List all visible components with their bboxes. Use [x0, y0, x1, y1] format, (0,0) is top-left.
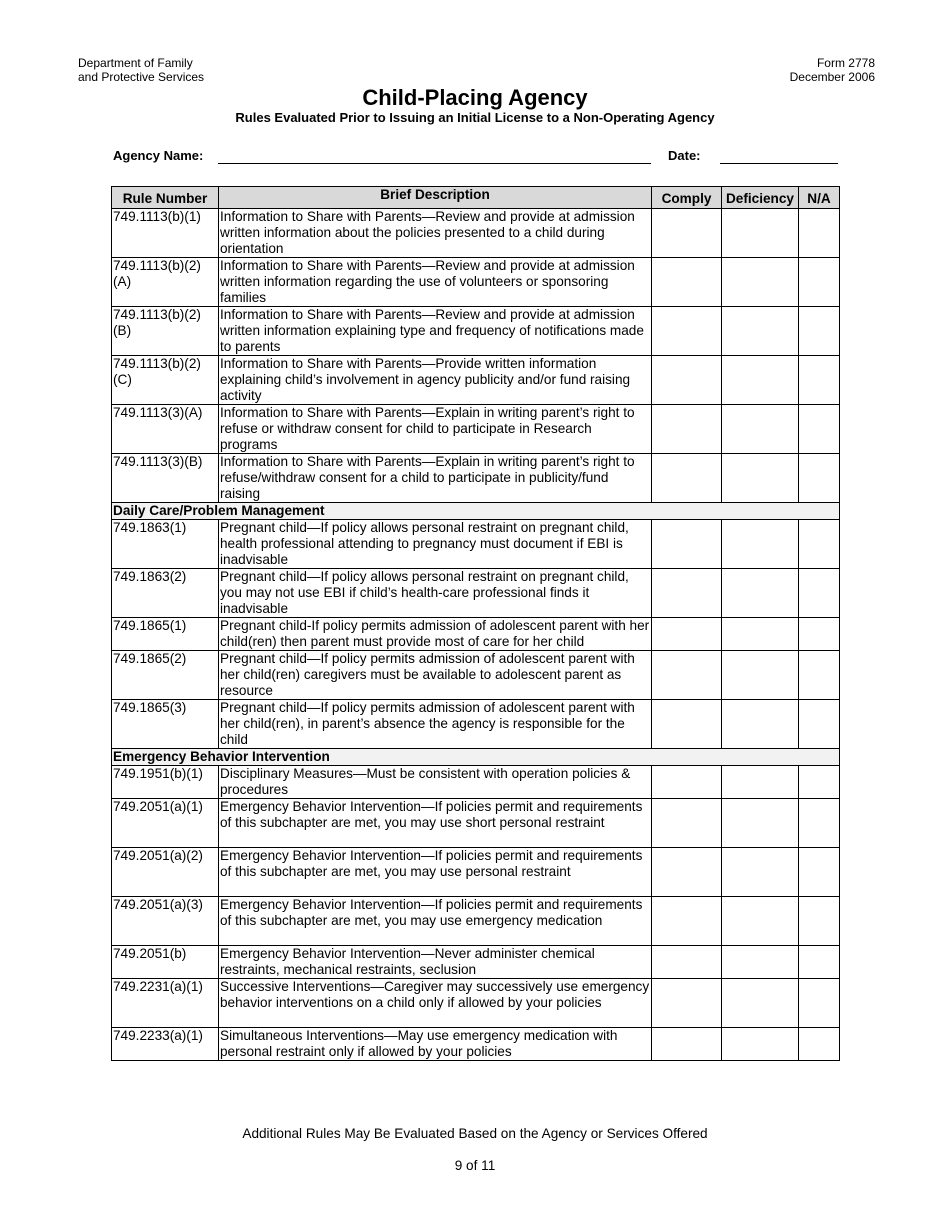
table-row: [112, 569, 840, 618]
deficiency-cell[interactable]: [722, 979, 799, 1028]
rule-number-cell: 749.1113(3)(B): [112, 454, 219, 503]
table-row: [112, 946, 840, 979]
description-cell: Information to Share with Parents—Review and provide at admission written information explaining type and frequency of notifications made to parents: [219, 307, 652, 356]
table-row: [112, 700, 840, 749]
table-row: [112, 897, 840, 946]
deficiency-cell[interactable]: [722, 1028, 799, 1061]
rule-number-cell: 749.2051(a)(1): [112, 799, 219, 848]
comply-cell[interactable]: [652, 405, 722, 454]
rule-number-cell: 749.1865(1): [112, 618, 219, 651]
table-row: [112, 766, 840, 799]
page-subtitle: Rules Evaluated Prior to Issuing an Initial License to a Non-Operating Agency: [235, 110, 715, 125]
deficiency-cell[interactable]: [722, 454, 799, 503]
comply-cell[interactable]: [652, 1028, 722, 1061]
deficiency-cell[interactable]: [722, 651, 799, 700]
comply-cell[interactable]: [652, 766, 722, 799]
description-cell: Emergency Behavior Intervention—Never administer chemical restraints, mechanical restraints, seclusion: [219, 946, 652, 979]
table-row: [112, 520, 840, 569]
description-cell: Information to Share with Parents—Explain in writing parent’s right to refuse or withdraw consent for child to participate in Research programs: [219, 405, 652, 454]
na-cell[interactable]: [799, 569, 840, 618]
table-row: [112, 651, 840, 700]
na-cell[interactable]: [799, 405, 840, 454]
comply-cell[interactable]: [652, 307, 722, 356]
description-cell: Simultaneous Interventions—May use emergency medication with personal restraint only if allowed by your policies: [219, 1028, 652, 1061]
deficiency-cell[interactable]: [722, 520, 799, 569]
rule-number-cell: 749.1863(2): [112, 569, 219, 618]
agency-name-label: Agency Name:: [113, 148, 204, 163]
comply-cell[interactable]: [652, 799, 722, 848]
section-heading: Daily Care/Problem Management: [112, 503, 840, 520]
description-cell: Pregnant child—If policy allows personal restraint on pregnant child, health professional attending to pregnancy must document if EBI is inadvisable: [219, 520, 652, 569]
department-header: [78, 56, 204, 84]
date-label: Date:: [668, 148, 701, 163]
column-header-comply: Comply: [652, 187, 722, 209]
rule-number-cell: 749.1113(b)(1): [112, 209, 219, 258]
description-cell: Information to Share with Parents—Explain in writing parent’s right to refuse/withdraw consent for a child to participate in publicity/fund raising: [219, 454, 652, 503]
rule-number-cell: 749.2231(a)(1): [112, 979, 219, 1028]
description-cell: Emergency Behavior Intervention—If policies permit and requirements of this subchapter are met, you may use personal restraint: [219, 848, 652, 897]
table-header-row: [112, 187, 840, 209]
description-cell: Information to Share with Parents—Review and provide at admission written information regarding the use of volunteers or sponsoring families: [219, 258, 652, 307]
department-line-2: and Protective Services: [78, 70, 205, 84]
na-cell[interactable]: [799, 1028, 840, 1061]
table-row: [112, 258, 840, 307]
comply-cell[interactable]: [652, 454, 722, 503]
page-number: 9 of 11: [454, 1158, 496, 1173]
deficiency-cell[interactable]: [722, 258, 799, 307]
comply-cell[interactable]: [652, 700, 722, 749]
deficiency-cell[interactable]: [722, 569, 799, 618]
rule-number-cell: 749.1113(3)(A): [112, 405, 219, 454]
table-row: [112, 979, 840, 1028]
na-cell[interactable]: [799, 979, 840, 1028]
table-row: [112, 799, 840, 848]
na-cell[interactable]: [799, 618, 840, 651]
comply-cell[interactable]: [652, 520, 722, 569]
na-cell[interactable]: [799, 307, 840, 356]
comply-cell[interactable]: [652, 258, 722, 307]
na-cell[interactable]: [799, 209, 840, 258]
na-cell[interactable]: [799, 766, 840, 799]
na-cell[interactable]: [799, 897, 840, 946]
form-date: December 2006: [789, 70, 875, 84]
rule-number-cell: 749.1865(3): [112, 700, 219, 749]
description-cell: Pregnant child-If policy permits admission of adolescent parent with her child(ren) then parent must provide most of care for her child: [219, 618, 652, 651]
na-cell[interactable]: [799, 946, 840, 979]
deficiency-cell[interactable]: [722, 799, 799, 848]
rule-number-cell: 749.1113(b)(2)(C): [112, 356, 219, 405]
description-cell: Pregnant child—If policy permits admission of adolescent parent with her child(ren), in parent’s absence the agency is responsible for the child: [219, 700, 652, 749]
table-row: [112, 405, 840, 454]
description-cell: Pregnant child—If policy allows personal restraint on pregnant child, you may not use EBI if child’s health-care professional finds it inadvisable: [219, 569, 652, 618]
description-cell: Information to Share with Parents—Provide written information explaining child’s involvement in agency publicity and/or fund raising activity: [219, 356, 652, 405]
deficiency-cell[interactable]: [722, 618, 799, 651]
section-heading: Emergency Behavior Intervention: [112, 749, 840, 766]
rules-table-body: [112, 209, 840, 1061]
column-header-brief-description: Brief Description: [219, 187, 652, 209]
description-cell: Disciplinary Measures—Must be consistent with operation policies & procedures: [219, 766, 652, 799]
rules-table: [111, 186, 840, 1061]
table-row: [112, 307, 840, 356]
table-row: [112, 454, 840, 503]
section-row: [112, 749, 840, 766]
deficiency-cell[interactable]: [722, 897, 799, 946]
na-cell[interactable]: [799, 799, 840, 848]
page-title: Child-Placing Agency: [362, 85, 588, 110]
na-cell[interactable]: [799, 651, 840, 700]
description-cell: Successive Interventions—Caregiver may successively use emergency behavior interventions on a child only if allowed by your policies: [219, 979, 652, 1028]
table-row: [112, 618, 840, 651]
department-line-1: Department of Family: [78, 56, 193, 70]
rule-number-cell: 749.1863(1): [112, 520, 219, 569]
rule-number-cell: 749.1951(b)(1): [112, 766, 219, 799]
comply-cell[interactable]: [652, 356, 722, 405]
na-cell[interactable]: [799, 520, 840, 569]
table-row: [112, 848, 840, 897]
na-cell[interactable]: [799, 848, 840, 897]
rule-number-cell: 749.2233(a)(1): [112, 1028, 219, 1061]
deficiency-cell[interactable]: [722, 700, 799, 749]
form-number: Form 2778: [816, 56, 875, 70]
date-field[interactable]: [720, 163, 838, 164]
rule-number-cell: 749.1113(b)(2)(A): [112, 258, 219, 307]
deficiency-cell[interactable]: [722, 405, 799, 454]
deficiency-cell[interactable]: [722, 848, 799, 897]
column-header-na: N/A: [799, 187, 840, 209]
na-cell[interactable]: [799, 356, 840, 405]
column-header-rule-number: Rule Number: [112, 187, 219, 209]
deficiency-cell[interactable]: [722, 209, 799, 258]
description-cell: Emergency Behavior Intervention—If policies permit and requirements of this subchapter are met, you may use emergency medication: [219, 897, 652, 946]
na-cell[interactable]: [799, 258, 840, 307]
comply-cell[interactable]: [652, 979, 722, 1028]
deficiency-cell[interactable]: [722, 356, 799, 405]
rule-number-cell: 749.1865(2): [112, 651, 219, 700]
description-cell: Emergency Behavior Intervention—If policies permit and requirements of this subchapter are met, you may use short personal restraint: [219, 799, 652, 848]
rule-number-cell: 749.2051(b): [112, 946, 219, 979]
na-cell[interactable]: [799, 454, 840, 503]
section-row: [112, 503, 840, 520]
description-cell: Information to Share with Parents—Review and provide at admission written information about the policies presented to a child during orientation: [219, 209, 652, 258]
table-row: [112, 209, 840, 258]
agency-name-field[interactable]: [218, 163, 651, 164]
column-header-deficiency: Deficiency: [722, 187, 799, 209]
deficiency-cell[interactable]: [722, 766, 799, 799]
deficiency-cell[interactable]: [722, 946, 799, 979]
footer-note: Additional Rules May Be Evaluated Based on the Agency or Services Offered: [242, 1126, 708, 1141]
comply-cell[interactable]: [652, 651, 722, 700]
comply-cell[interactable]: [652, 848, 722, 897]
form-info: [790, 56, 875, 84]
comply-cell[interactable]: [652, 618, 722, 651]
comply-cell[interactable]: [652, 209, 722, 258]
na-cell[interactable]: [799, 700, 840, 749]
rule-number-cell: 749.1113(b)(2)(B): [112, 307, 219, 356]
table-row: [112, 1028, 840, 1061]
description-cell: Pregnant child—If policy permits admission of adolescent parent with her child(ren) caregivers must be available to adolescent parent as resource: [219, 651, 652, 700]
table-row: [112, 356, 840, 405]
rule-number-cell: 749.2051(a)(3): [112, 897, 219, 946]
comply-cell[interactable]: [652, 569, 722, 618]
comply-cell[interactable]: [652, 897, 722, 946]
deficiency-cell[interactable]: [722, 307, 799, 356]
rule-number-cell: 749.2051(a)(2): [112, 848, 219, 897]
comply-cell[interactable]: [652, 946, 722, 979]
